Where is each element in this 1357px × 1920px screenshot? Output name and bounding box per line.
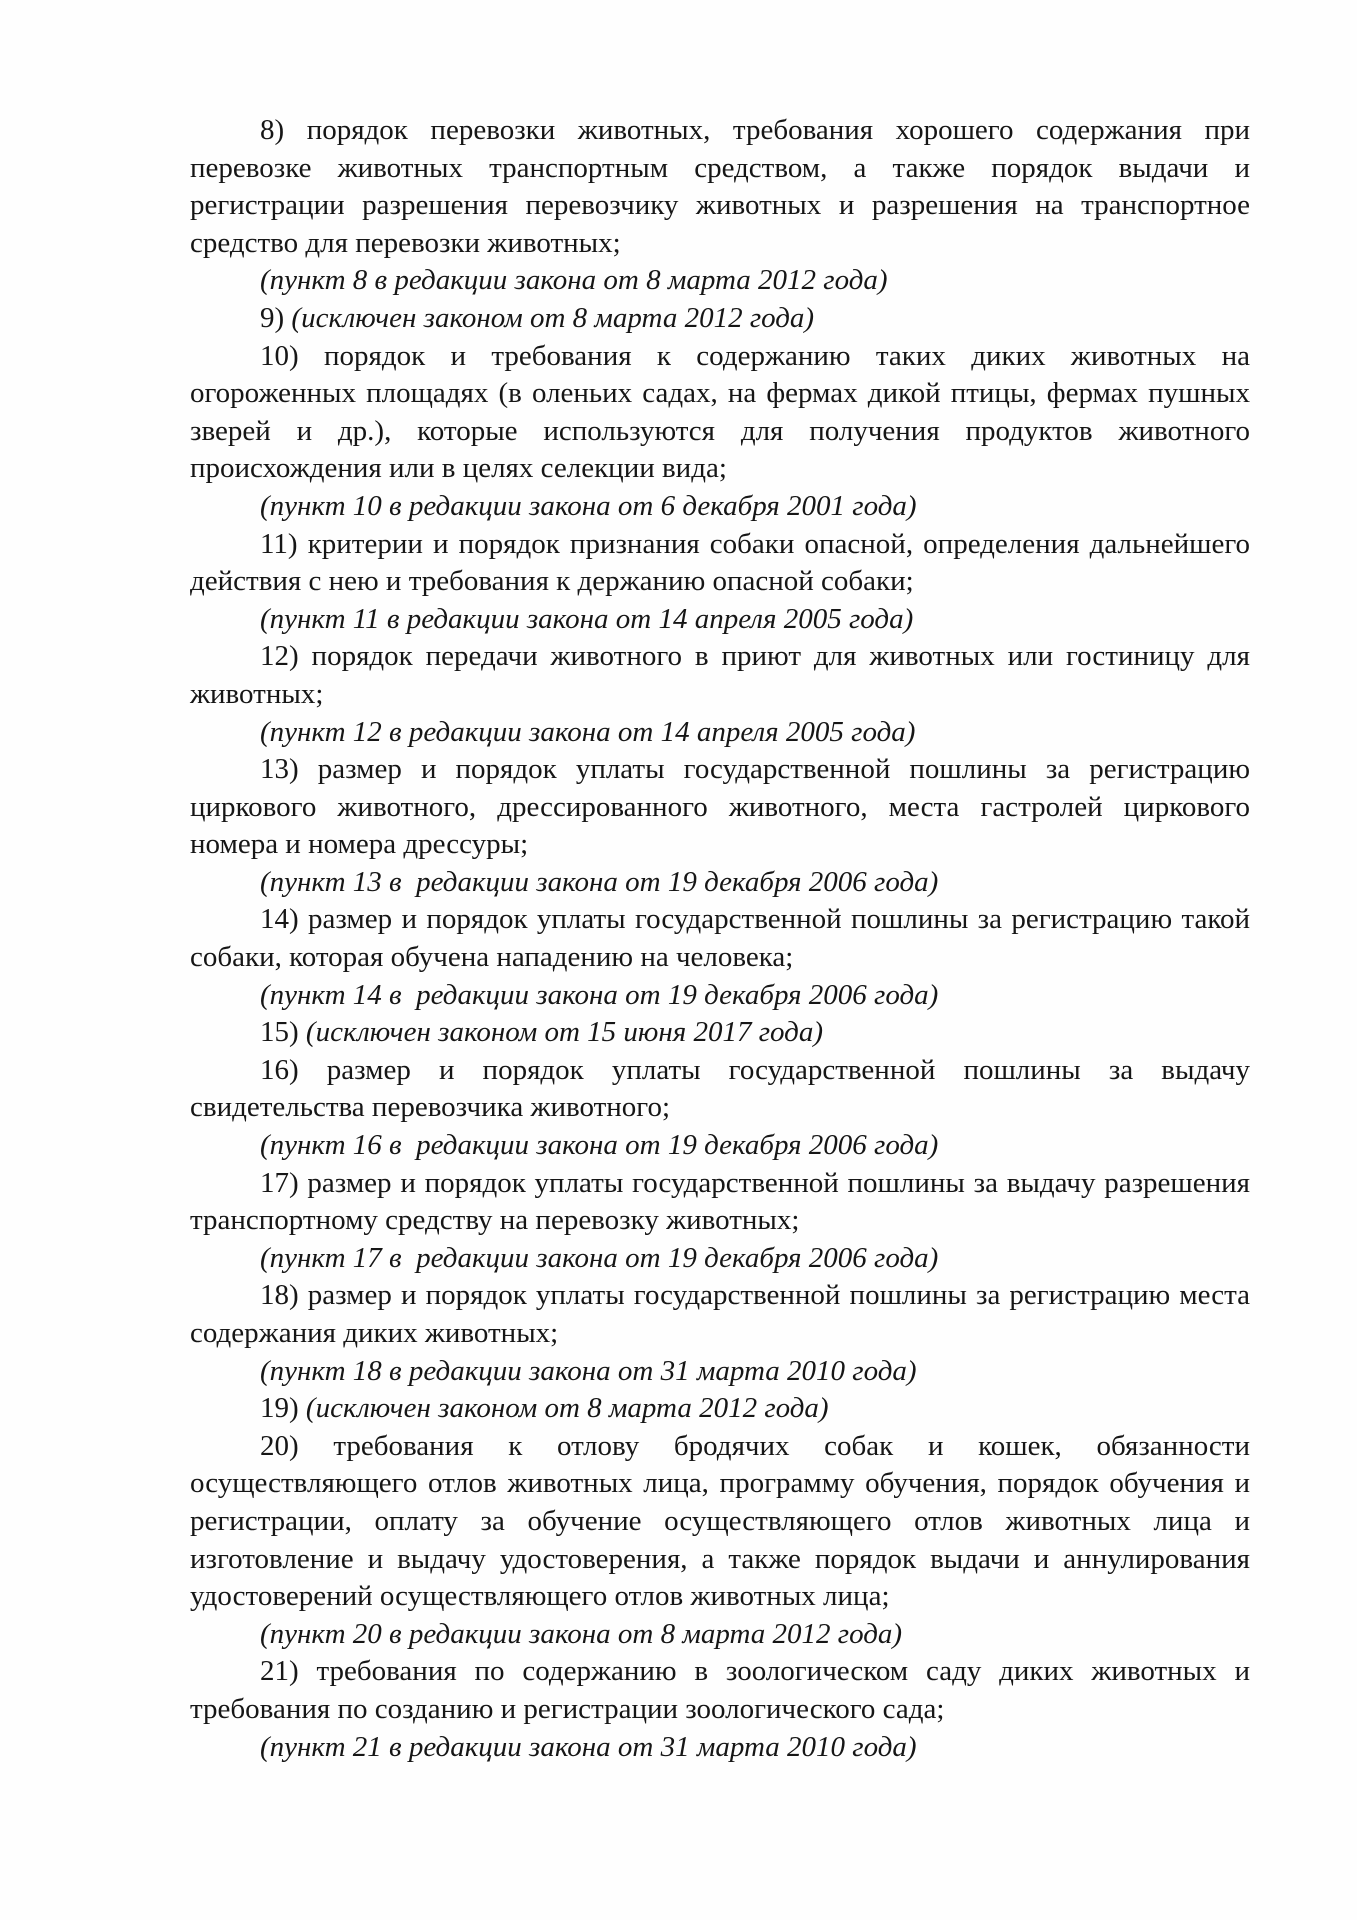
excluded-clause — [190, 1014, 1250, 1052]
clause-paragraph: 11) критерии и порядок признания собаки опасной, определения дальнейшего действия с нею и требования к держанию опасной собаки; — [190, 527, 1250, 598]
amendment-note: (пункт 18 в редакции закона от 31 марта 2010 года) — [260, 1354, 917, 1387]
clause-paragraph: 20) требования к отлову бродячих собак и кошек, обязанности осуществляющего отлов животных лица, программу обучения, порядок обучения и регистрации, оплату за обучение осуществляющего отлов животных лица и изготовление и выдачу удостоверения, а также порядок выдачи и аннулирования удостоверений осуществляющего отлов животных лица; — [190, 1429, 1250, 1613]
clause-paragraph: 18) размер и порядок уплаты государственной пошлины за регистрацию места содержания диких животных; — [190, 1279, 1250, 1349]
amendment-note: (пункт 11 в редакции закона от 14 апреля 2005 года) — [260, 602, 914, 635]
clause-paragraph: 8) порядок перевозки животных, требования хорошего содержания при перевозке животных транспортным средством, а также порядок выдачи и регистрации разрешения перевозчику животных и разрешения на транспортное средство для перевозки животных; — [190, 114, 1250, 259]
exclusion-note: (исключен законом от 15 июня 2017 года) — [305, 1016, 823, 1049]
clause-paragraph: 21) требования по содержанию в зоологическом саду диких животных и требования по созданию и регистрации зоологического сада; — [190, 1655, 1250, 1725]
amendment-note: (пункт 10 в редакции закона от 6 декабря 2001 года) — [260, 489, 917, 522]
clause-paragraph: 12) порядок передачи животного в приют для животных или гостиницу для животных; — [190, 640, 1250, 710]
amendment-note: (пункт 20 в редакции закона от 8 марта 2012 года) — [260, 1617, 903, 1650]
clause-paragraph: 10) порядок и требования к содержанию таких диких животных на огороженных площадях (в оленьих садах, на фермах дикой птицы, фермах пушных зверей и др.), которые используются для получения продуктов животного происхождения или в целях селекции вида; — [190, 339, 1250, 485]
clause-number: 9) — [260, 301, 292, 334]
excluded-clause — [190, 1390, 1250, 1428]
clause-paragraph: 17) размер и порядок уплаты государственной пошлины за выдачу разрешения транспортному средству на перевозку животных; — [190, 1166, 1250, 1237]
amendment-note: (пункт 8 в редакции закона от 8 марта 2012 года) — [260, 264, 888, 297]
legal-text-block — [190, 112, 1250, 1766]
exclusion-note: (исключен законом от 8 марта 2012 года) — [291, 301, 815, 334]
excluded-clause — [190, 300, 1250, 338]
amendment-note: (пункт 14 в редакции закона от 19 декабря 2006 года) — [260, 978, 939, 1011]
amendment-note: (пункт 13 в редакции закона от 19 декабря 2006 года) — [260, 865, 939, 898]
clause-number: 19) — [260, 1392, 306, 1425]
clause-number: 15) — [260, 1016, 306, 1049]
amendment-note: (пункт 21 в редакции закона от 31 марта 2010 года) — [260, 1730, 917, 1763]
amendment-note: (пункт 16 в редакции закона от 19 декабря 2006 года) — [260, 1129, 939, 1162]
clause-paragraph: 16) размер и порядок уплаты государственной пошлины за выдачу свидетельства перевозчика животного; — [190, 1053, 1250, 1124]
exclusion-note: (исключен законом от 8 марта 2012 года) — [305, 1392, 829, 1425]
clause-paragraph: 13) размер и порядок уплаты государственной пошлины за регистрацию циркового животного, дрессированного животного, места гастролей циркового номера и номера дрессуры; — [190, 753, 1250, 861]
amendment-note: (пункт 12 в редакции закона от 14 апреля 2005 года) — [260, 715, 916, 748]
amendment-note: (пункт 17 в редакции закона от 19 декабря 2006 года) — [260, 1241, 939, 1274]
clause-paragraph: 14) размер и порядок уплаты государственной пошлины за регистрацию такой собаки, которая обучена нападению на человека; — [190, 903, 1250, 974]
